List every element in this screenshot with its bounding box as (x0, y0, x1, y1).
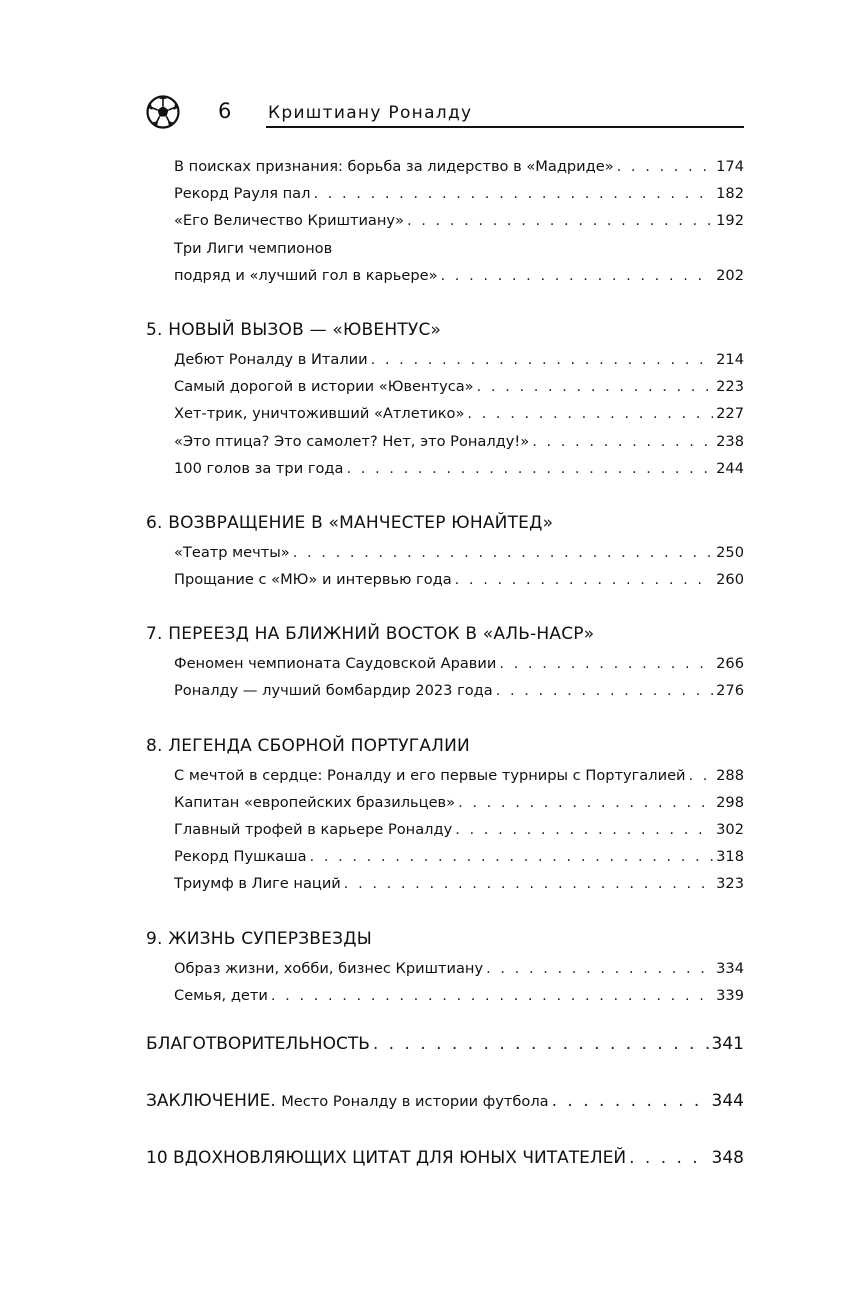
toc-entry-page: 214 (716, 350, 744, 368)
toc-entry[interactable] (146, 180, 744, 207)
toc-entry[interactable] (146, 789, 744, 816)
toc-entry-page: 276 (716, 682, 744, 700)
toc-entry[interactable] (146, 428, 744, 455)
toc-entry-page: 192 (716, 212, 744, 230)
toc-entry[interactable] (146, 455, 744, 482)
toc-entry-title: Самый дорогой в истории «Ювентуса» (174, 378, 474, 396)
dot-leader (552, 1088, 709, 1115)
toc-entry-page: 244 (716, 459, 744, 477)
toc-entry-title: Рекорд Пушкаша (174, 848, 307, 866)
toc-entry[interactable] (146, 262, 744, 289)
dot-leader (496, 677, 713, 704)
toc-entry[interactable] (146, 373, 744, 400)
toc-entry-title (146, 1088, 549, 1115)
toc-entry-title: Роналду — лучший бомбардир 2023 года (174, 682, 493, 700)
chapter-heading[interactable]: 7. ПЕРЕЕЗД НА БЛИЖНИЙ ВОСТОК В «АЛЬ-НАСР» (146, 624, 595, 645)
chapter-heading[interactable]: 9. ЖИЗНЬ СУПЕРЗВЕЗДЫ (146, 928, 372, 949)
dot-leader (486, 955, 713, 982)
toc-quotes-entry[interactable] (146, 1145, 744, 1172)
toc-entry-title: Главный трофей в карьере Роналду (174, 821, 453, 839)
dot-leader (477, 373, 714, 400)
dot-leader (344, 870, 713, 897)
toc-entry-page: 174 (716, 158, 744, 175)
toc-entry[interactable] (146, 539, 744, 566)
toc-entry-page: 348 (711, 1148, 744, 1169)
toc-entry[interactable] (146, 207, 744, 234)
toc-entry-page: 260 (716, 571, 744, 589)
toc-charity-entry[interactable] (146, 1031, 744, 1058)
toc-entry[interactable] (146, 762, 744, 789)
toc-entry[interactable] (146, 566, 744, 593)
dot-leader (293, 539, 713, 566)
dot-leader (271, 982, 713, 1009)
dot-leader (455, 566, 713, 593)
toc-entry[interactable] (146, 346, 744, 373)
header-divider (266, 126, 744, 128)
dot-leader (371, 346, 714, 373)
toc-entry-title: С мечтой в сердце: Роналду и его первые турниры с Португалией (174, 766, 686, 784)
dot-leader (313, 180, 713, 207)
toc-entry-title: «Это птица? Это самолет? Нет, это Роналду!» (174, 432, 530, 450)
toc-entry-page: 223 (716, 378, 744, 396)
toc-entry-page: 302 (716, 821, 744, 839)
book-title: Криштиану Роналду (268, 103, 473, 123)
toc-entry-page: 341 (711, 1033, 744, 1054)
toc-entry-title: Рекорд Рауля пал (174, 185, 311, 203)
chapter-heading[interactable]: 5. НОВЫЙ ВЫЗОВ — «ЮВЕНТУС» (146, 319, 442, 340)
toc-entry-title: Феномен чемпионата Саудовской Аравии (174, 655, 497, 673)
chapter-heading[interactable]: 8. ЛЕГЕНДА СБОРНОЙ ПОРТУГАЛИИ (146, 735, 470, 756)
toc-entry[interactable] (146, 400, 744, 427)
dot-leader (310, 843, 714, 870)
toc-entry-title: Семья, дети (174, 986, 268, 1004)
dot-leader (346, 455, 713, 482)
toc-entry-title: Прощание с «МЮ» и интервью года (174, 571, 452, 589)
dot-leader (617, 153, 713, 180)
toc-entry-title: БЛАГОТВОРИТЕЛЬНОСТЬ (146, 1033, 370, 1054)
toc-entry[interactable] (146, 843, 744, 870)
dot-leader (455, 816, 713, 843)
toc-entry-page: 182 (716, 185, 744, 203)
dot-leader (467, 400, 713, 427)
toc-entry-page: 202 (716, 266, 744, 284)
toc-entry-page: 323 (716, 875, 744, 893)
dot-leader (499, 650, 713, 677)
toc-entry-page: 266 (716, 655, 744, 673)
conclusion-label: ЗАКЛЮЧЕНИЕ. (146, 1091, 276, 1112)
toc-entry-page: 339 (716, 986, 744, 1004)
toc-entry-page: 318 (716, 848, 744, 866)
dot-leader (373, 1031, 709, 1058)
toc-entry-title: Капитан «европейских бразильцев» (174, 793, 456, 811)
toc-entry-page: 334 (716, 959, 744, 977)
dot-leader (441, 262, 714, 289)
dot-leader (629, 1145, 708, 1172)
toc-entry[interactable] (146, 650, 744, 677)
toc-entry-title: «Театр мечты» (174, 543, 290, 561)
chapter-heading[interactable]: 6. ВОЗВРАЩЕНИЕ В «МАНЧЕСТЕР ЮНАЙТЕД» (146, 512, 554, 533)
toc-entry-page: 298 (716, 793, 744, 811)
toc-entry-title-line1: Три Лиги чемпионов (174, 239, 333, 257)
toc-entry-page: 227 (716, 405, 744, 423)
page-header (146, 92, 744, 132)
toc-entry-title-line2: подряд и «лучший гол в карьере» (174, 266, 438, 284)
toc-entry-title: 10 ВДОХНОВЛЯЮЩИХ ЦИТАТ ДЛЯ ЮНЫХ ЧИТАТЕЛЕЙ (146, 1148, 627, 1169)
conclusion-subtitle: Место Роналду в истории футбола (281, 1093, 549, 1111)
toc-entry[interactable] (146, 955, 744, 982)
dot-leader (458, 789, 713, 816)
toc-entry-page: 238 (716, 432, 744, 450)
dot-leader (689, 762, 714, 789)
toc-entry-title: Триумф в Лиге наций (174, 875, 341, 893)
dot-leader (532, 428, 713, 455)
toc-entry-title: 100 голов за три года (174, 459, 344, 477)
dot-leader (407, 207, 713, 234)
toc-entry[interactable] (146, 982, 744, 1009)
toc-entry-page: 288 (716, 766, 744, 784)
toc-entry[interactable] (146, 870, 744, 897)
toc-entry[interactable] (146, 816, 744, 843)
toc-entry-page: 250 (716, 543, 744, 561)
toc-entry[interactable] (146, 677, 744, 704)
soccer-ball-icon (146, 95, 180, 129)
toc-entry-title: Дебют Роналду в Италии (174, 350, 368, 368)
toc-entry-title: Хет-трик, уничтоживший «Атлетико» (174, 405, 465, 423)
toc-entry-page: 344 (711, 1091, 744, 1112)
toc-entry-title: Образ жизни, хобби, бизнес Криштиану (174, 959, 484, 977)
page-number: 6 (218, 99, 232, 123)
toc-entry-title: «Его Величество Криштиану» (174, 212, 404, 230)
toc-conclusion-entry[interactable] (146, 1088, 744, 1115)
table-of-contents (146, 153, 744, 1173)
toc-entry-title: В поисках признания: борьба за лидерство в «Мадриде» (174, 158, 614, 175)
toc-entry[interactable] (146, 153, 744, 180)
